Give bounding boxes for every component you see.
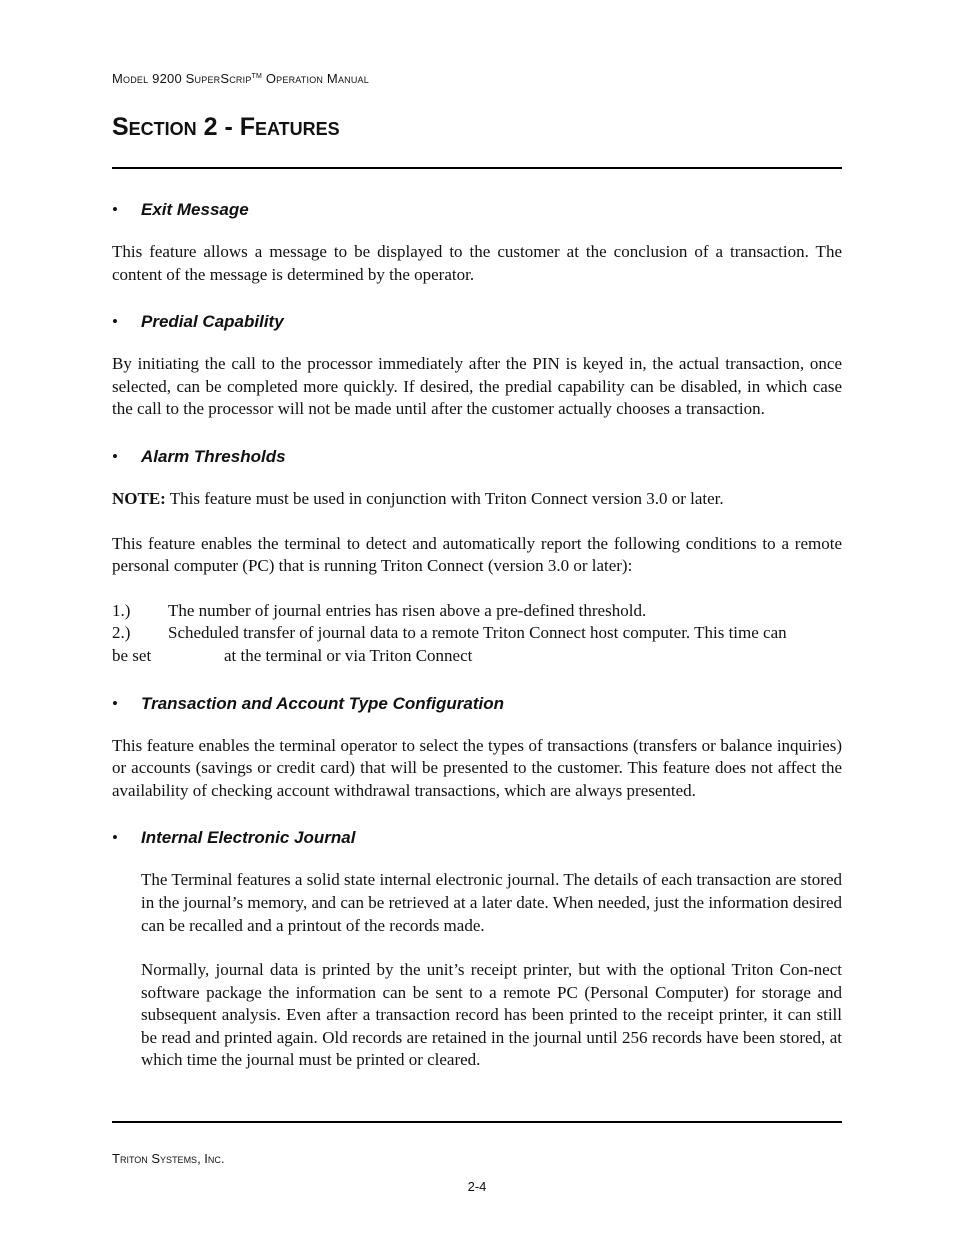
alarm-list-item-2 <box>112 622 842 645</box>
list-text: Scheduled transfer of journal data to a remote Triton Connect host computer. This time can <box>168 623 787 643</box>
header-divider <box>112 167 842 169</box>
feature-heading-text: Exit Message <box>141 200 249 219</box>
list-number: 2.) <box>112 623 131 643</box>
page-number: 2-4 <box>467 1179 487 1194</box>
journal-body-1: The Terminal features a solid state internal electronic journal. The details of each transaction are stored in the journal’s memory, and can be retrieved at a later date. When needed, just the information desired can be recalled and a printout of the records made. <box>141 870 842 935</box>
journal-body-2: Normally, journal data is printed by the unit’s receipt printer, but with the optional Triton Con-nect software package the information can be sent to a remote PC (Personal Computer) for storage and subsequent analysis. Even after a transaction record has been printed to the receipt printer, it can still be read and printed again. Old records are retained in the journal until 256 records have been stored, at which time the journal must be printed or cleared. <box>141 960 842 1070</box>
feature-heading-alarm-thresholds <box>112 443 842 471</box>
transaction-config-body: This feature enables the terminal operator to select the types of transactions (transfers or balance inquiries) or accounts (savings or credit card) that will be presented to the customer. This feature does not affect the availability of checking account withdrawal transactions, which are always presented. <box>112 735 842 800</box>
alarm-list-item-2-continuation <box>112 645 842 668</box>
predial-body: By initiating the call to the processor immediately after the PIN is keyed in, the actual transaction, once selected, can be completed more quickly. If desired, the predial capability can be disabled, in which case the call to the processor will not be made until after the customer actually chooses a transaction. <box>112 354 842 419</box>
feature-heading-exit-message <box>112 196 842 224</box>
bullet-icon: • <box>112 312 118 332</box>
footer-divider <box>112 1121 842 1123</box>
trademark-mark: TM <box>251 73 263 80</box>
note-label: NOTE: <box>112 488 166 508</box>
bullet-icon: • <box>112 200 118 219</box>
feature-heading-transaction-config <box>112 690 842 718</box>
feature-heading-text: Transaction and Account Type Configuration <box>141 693 505 713</box>
feature-heading-text: Internal Electronic Journal <box>141 828 356 848</box>
bullet-icon: • <box>112 693 118 713</box>
list-text: The number of journal entries has risen above a pre-defined threshold. <box>168 600 647 620</box>
exit-message-body: This feature allows a message to be displayed to the customer at the conclusion of a transaction. The content of the message is determined by the operator. <box>112 242 842 284</box>
alarm-note <box>112 488 842 511</box>
footer-company: Triton Systems, Inc. <box>112 1151 225 1166</box>
list-number: 1.) <box>112 600 131 620</box>
feature-heading-text: Alarm Thresholds <box>141 446 286 466</box>
list-continuation-b: at the terminal or via Triton Connect <box>224 645 473 665</box>
bullet-icon: • <box>112 828 118 848</box>
note-text: This feature must be used in conjunction with Triton Connect version 3.0 or later. <box>165 488 724 508</box>
running-header <box>112 71 369 86</box>
list-continuation-a: be set <box>112 645 152 665</box>
alarm-body: This feature enables the terminal to detect and automatically report the following conditions to a remote personal computer (PC) that is running Triton Connect (version 3.0 or later): <box>112 533 842 576</box>
main-content <box>112 196 842 1072</box>
alarm-list-item-1 <box>112 600 842 623</box>
running-header-suffix: Operation Manual <box>262 71 369 86</box>
feature-heading-text: Predial Capability <box>141 312 284 332</box>
feature-heading-journal <box>112 824 842 852</box>
running-header-title: Model 9200 SuperScrip <box>112 71 252 86</box>
section-title: Section 2 - Features <box>112 113 340 141</box>
bullet-icon: • <box>112 446 118 466</box>
feature-heading-predial <box>112 308 842 336</box>
